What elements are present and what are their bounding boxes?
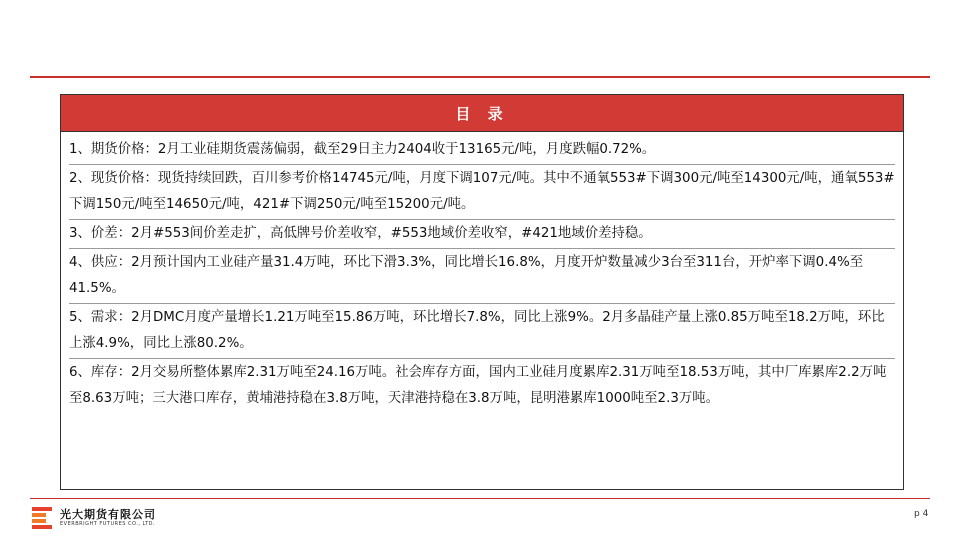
company-name-cn: 光大期货有限公司 — [60, 508, 156, 521]
toc-item-inventory: 6、库存：2月交易所整体累库2.31万吨至24.16万吨。社会库存方面，国内工业硅月度累库2.31万吨至18.53万吨，其中厂库累库2.2万吨至8.63万吨；三大港口库存，黄埔港持稳在3.8万吨，天津港持稳在3.8万吨，昆明港累库1000吨至2.3万吨。 — [69, 365, 887, 406]
company-logo — [32, 507, 156, 529]
top-divider — [30, 76, 930, 78]
page-number: p 4 — [914, 509, 929, 519]
toc-item-demand: 5、需求：2月DMC月度产量增长1.21万吨至15.86万吨，环比增长7.8%，同比上涨9%。2月多晶硅产量上涨0.85万吨至18.2万吨，环比上涨4.9%，同比上涨80.2%。 — [69, 304, 895, 359]
everbright-logo-icon — [32, 507, 52, 529]
toc-item-supply: 4、供应：2月预计国内工业硅产量31.4万吨，环比下滑3.3%，同比增长16.8%，月度开炉数量减少3台至311台，开炉率下调0.4%至41.5%。 — [69, 249, 895, 304]
toc-item-futures-price: 1、期货价格：2月工业硅期货震荡偏弱，截至29日主力2404收于13165元/吨，月度跌幅0.72%。 — [69, 136, 895, 165]
toc-item-spread: 3、价差：2月#553间价差走扩，高低牌号价差收窄，#553地域价差收窄，#421地域价差持稳。 — [69, 220, 895, 249]
toc-title: 目 录 — [61, 95, 903, 132]
toc-list — [61, 132, 903, 413]
toc-item-spot-price: 2、现货价格：现货持续回跌，百川参考价格14745元/吨，月度下调107元/吨。其中不通氧553#下调300元/吨至14300元/吨，通氧553#下调150元/吨至14650元/吨，421#下调250元/吨至15200元/吨。 — [69, 165, 895, 220]
company-name-en: EVERBRIGHT FUTURES CO., LTD. — [60, 521, 156, 527]
bottom-divider — [30, 498, 930, 499]
table-of-contents — [60, 94, 904, 490]
